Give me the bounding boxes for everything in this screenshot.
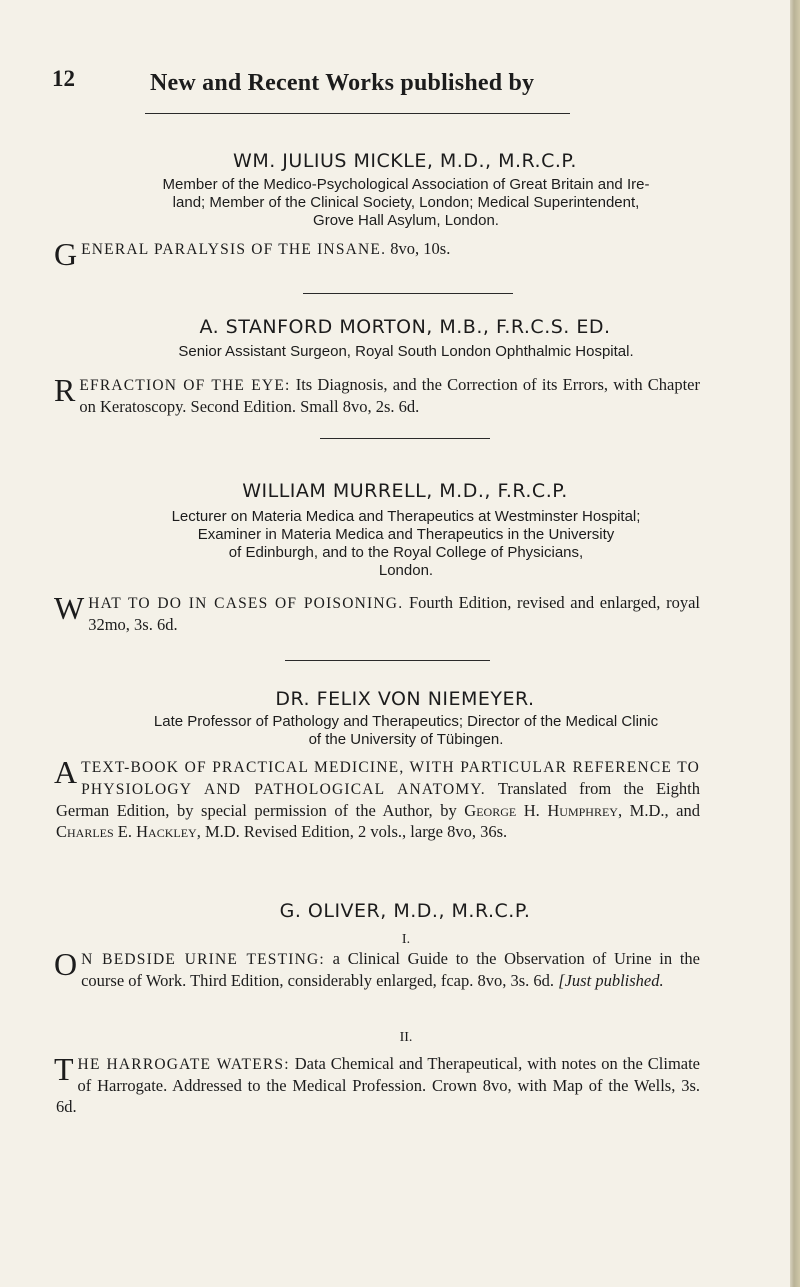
drop-initial: O <box>54 946 78 982</box>
work-title: TEXT-BOOK OF PRACTICAL MEDICINE, WITH PARTICULAR REFERENCE TO PHYSIOLOGY AND PATHOLOGICAL ANATOMY. <box>81 759 700 798</box>
credentials-murrell <box>56 508 756 580</box>
credential-line: Lecturer on Materia Medica and Therapeutics at Westminster Hospital; <box>171 508 641 525</box>
drop-initial: T <box>54 1051 74 1087</box>
work-details: Its Diagnosis, and the Correction of its Errors, with Chapter on Keratoscopy. Second Edition. Small 8vo, 2s. 6d. <box>79 375 701 416</box>
credentials-morton <box>56 343 756 361</box>
work-poisoning <box>56 592 700 635</box>
credential-line: Late Professor of Pathology and Therapeutics; Director of the Medical Clinic <box>153 713 659 730</box>
drop-initial: A <box>54 754 78 790</box>
credential-line: Senior Assistant Surgeon, Royal South London Ophthalmic Hospital. <box>178 343 634 360</box>
author-mickle: WM. JULIUS MICKLE, M.D., M.R.C.P. <box>233 150 577 172</box>
work-title: HE HARROGATE WATERS: <box>77 1056 290 1073</box>
work-details: a Clinical Guide to the Observation of Urine in the course of Work. Third Edition, considerably enlarged, fcap. 8vo, 3s. 6d. <box>81 949 700 990</box>
work-details: 8vo, 10s. <box>390 239 451 258</box>
page-header <box>40 66 740 102</box>
work-details: Fourth Edition, revised and enlarged, royal 32mo, 3s. 6d. <box>88 593 700 634</box>
work-details: , M.D. Revised Edition, 2 vols., large 8vo, 36s. <box>196 822 508 841</box>
page-number: 12 <box>52 66 75 91</box>
work-details: Translated from the Eighth German Edition, by special permission of the Author, by <box>56 779 700 820</box>
credential-line: Member of the Medico-Psychological Association of Great Britain and Ire- <box>162 176 650 193</box>
section-rule <box>320 438 490 439</box>
work-numeral: II. <box>399 1030 413 1045</box>
work-details: Data Chemical and Therapeutical, with notes on the Climate of Harrogate. Addressed to the Medical Profession. Crown 8vo, with Map of the Wells, 3s. 6d. <box>56 1054 701 1116</box>
author-oliver: G. OLIVER, M.D., M.R.C.P. <box>279 900 531 922</box>
page-edge <box>790 0 800 1287</box>
drop-initial: W <box>54 590 85 626</box>
work-urine-testing <box>56 948 700 991</box>
work-numeral: I. <box>401 932 411 947</box>
work-text-book <box>56 756 700 842</box>
credentials-niemeyer <box>56 713 756 749</box>
work-refraction <box>56 374 700 417</box>
running-title: New and Recent Works published by <box>150 70 535 96</box>
author-murrell: WILLIAM MURRELL, M.D., F.R.C.P. <box>242 480 568 502</box>
work-title: ENERAL PARALYSIS OF THE INSANE. <box>81 241 387 258</box>
drop-initial: G <box>54 236 78 272</box>
section-rule <box>285 660 490 661</box>
work-details: , M.D., and <box>617 801 700 820</box>
credential-line: Examiner in Materia Medica and Therapeutics in the University <box>197 526 615 543</box>
credential-line: land; Member of the Clinical Society, London; Medical Superintendent, <box>172 194 640 211</box>
publication-note: [Just published. <box>558 971 664 990</box>
credentials-mickle <box>56 176 756 230</box>
drop-initial: R <box>54 372 76 408</box>
credential-line: Grove Hall Asylum, London. <box>313 212 499 229</box>
credential-line: London. <box>378 562 434 579</box>
work-harrogate <box>56 1053 700 1117</box>
author-niemeyer: DR. FELIX VON NIEMEYER. <box>275 688 535 710</box>
translator-name: Charles E. Hackley <box>56 822 197 841</box>
translator-name: George H. Humphrey <box>464 801 618 820</box>
credential-line: of the University of Tübingen. <box>308 731 504 748</box>
section-rule <box>303 293 513 294</box>
header-rule <box>145 113 570 114</box>
work-title: HAT TO DO IN CASES OF POISONING. <box>88 595 404 612</box>
work-title: N BEDSIDE URINE TESTING: <box>81 951 325 968</box>
credential-line: of Edinburgh, and to the Royal College of Physicians, <box>228 544 584 561</box>
work-title: EFRACTION OF THE EYE: <box>79 377 291 394</box>
author-morton: A. STANFORD MORTON, M.B., F.R.C.S. ED. <box>199 316 611 338</box>
work-general-paralysis <box>54 236 700 272</box>
